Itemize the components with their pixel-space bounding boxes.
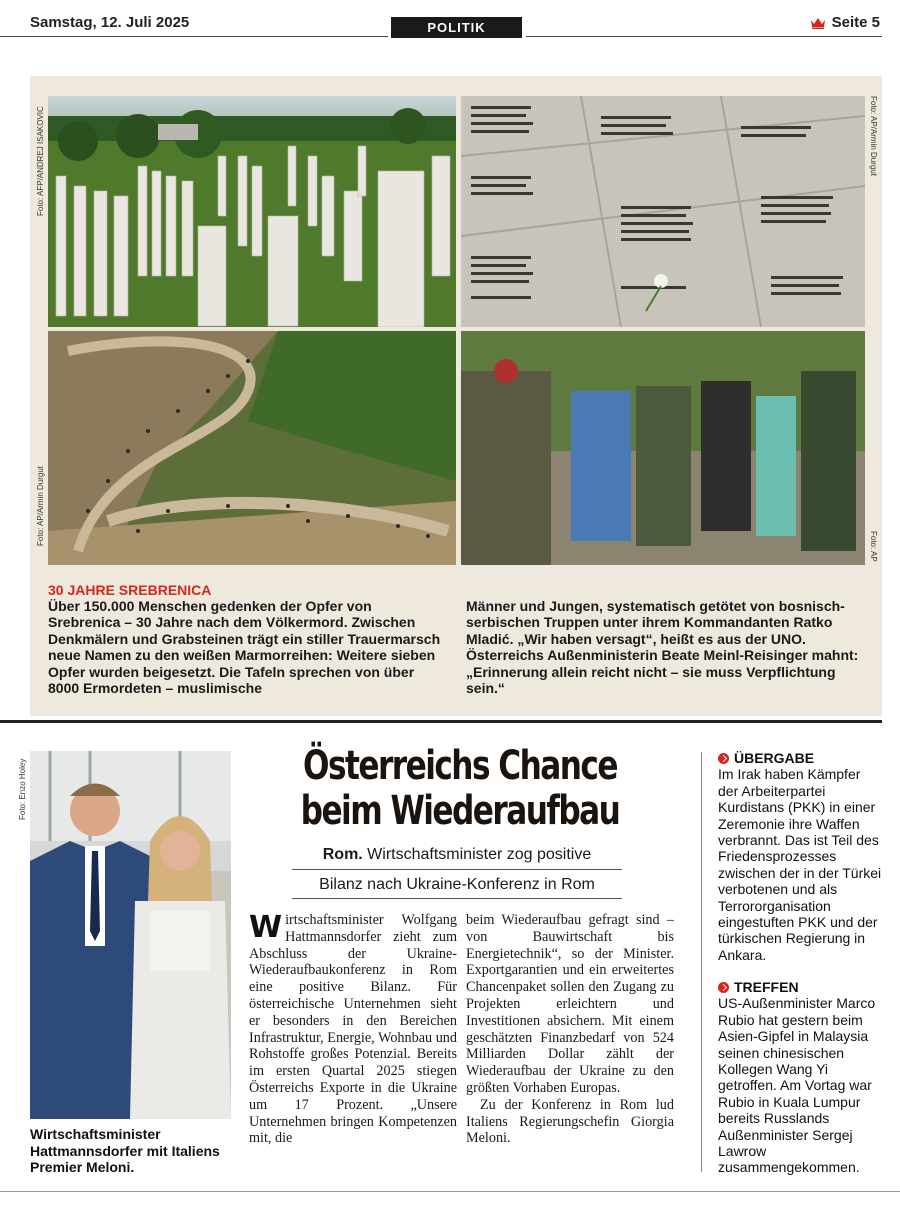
section-label: POLITIK <box>391 17 522 38</box>
photo-credit-4: Foto: AP <box>869 531 878 562</box>
article-headline <box>296 744 624 834</box>
arrow-right-icon <box>718 753 729 764</box>
page-number <box>810 14 880 31</box>
article-body-col-1 <box>249 912 457 1147</box>
headline-line-1: Österreichs Chance <box>303 743 617 789</box>
dropcap: W <box>249 910 283 945</box>
sidebar-rule <box>701 752 702 1172</box>
section-divider <box>0 720 882 723</box>
headline-line-2: beim Wiederaufbau <box>300 788 620 834</box>
photo-credit-2: Foto: AP/Armin Durgut <box>869 96 878 177</box>
subheadline-line-2: Bilanz nach Ukraine-Konferenz in Rom <box>319 876 595 893</box>
subheadline-line-1 <box>292 846 622 864</box>
minister-meloni-photo <box>30 751 231 1119</box>
cemetery-photo <box>48 96 456 327</box>
header-date: Samstag, 12. Juli 2025 <box>30 14 190 31</box>
body-text-3: Zu der Konferenz in Rom lud Italiens Regierungschefin Giorgia Meloni. <box>466 1096 674 1147</box>
caption-col-1: Über 150.000 Menschen gedenken der Opfer von Srebrenica – 30 Jahre nach dem Völkermord. Zwischen Denkmälern und Grabsteinen trägt ein stiller Trauermarsch neue Namen zu den weißen Marmorreihen: Weitere sieben Opfer wurden beigesetzt. Die Tafeln sprechen von über 8000 Ermordeten – muslimische <box>48 598 441 697</box>
body-text-1: irtschaftsminister Wolfgang Hattmannsdorfer zieht zum Abschluss der Ukraine-Wiederaufbaukonferenz in Rom eine positive Bilanz. Für österreichische Unternehmen sieht er besonders in den Bereichen Infrastruktur, Energie, Wohnbau und Rohstoffe großes Potenzial. Bereits im ersten Quartal 2025 stiegen Österreichs Exporte in die Ukraine um 17 Prozent. „Unsere Unternehmen bringen Kompetenzen mit, die <box>249 912 457 1147</box>
header-rule-left <box>0 36 388 37</box>
peace-march-photo <box>48 331 456 565</box>
subheadline-rule-2 <box>292 898 622 899</box>
caption-col-2: Männer und Jungen, systematisch getötet von bosnisch-serbischen Truppen unter ihrem Kommandanten Ratko Mladić. „Wir haben versagt“, heißt es aus der UNO. Österreichs Außenministerin Beate Meinl-Reisinger mahnt: „Erinnerung allein reicht nicht – sie muss Verpflichtung sein.“ <box>466 598 859 697</box>
arrow-right-icon <box>718 982 729 993</box>
sidebar-item-title: TREFFEN <box>734 979 799 995</box>
sidebar-item-header <box>718 979 884 995</box>
article-photo-credit: Foto: Enzo Holey <box>18 758 27 820</box>
article-photo-caption: Wirtschaftsminister Hattmannsdorfer mit Italiens Premier Meloni. <box>30 1126 220 1175</box>
crown-icon <box>810 17 826 29</box>
sidebar-item-treffen <box>718 979 884 1176</box>
page-number-label: Seite 5 <box>831 14 880 31</box>
header-rule-right <box>526 36 882 37</box>
body-text-2: beim Wiederaufbau gefragt sind – von Bauwirtschaft bis Energietechnik“, so der Minister. Exportgarantien und ein erweitertes Chancenpaket sollen den Zugang zu Projekten erleichtern und Investitionen absichern. Mit einem geschätzten Finanzbedarf von 524 Milliarden Dollar zählt der Wiederaufbau der Ukraine zu den größten Vorhaben Europas. <box>466 912 674 1096</box>
sidebar-item-text: US-Außenminister Marco Rubio hat gestern beim Asien-Gipfel in Malaysia seinen chinesischen Kollegen Wang Yi getroffen. Am Vortag war Rubio in Kuala Lumpur bereits Russlands Außenminister Sergej Lawrow zusammengekommen. <box>718 995 876 1176</box>
photo-credit-3: Foto: AP/Armin Durgut <box>36 465 45 546</box>
memorial-names-photo <box>461 96 865 327</box>
sidebar-item-text: Im Irak haben Kämpfer der Arbeiterpartei Kurdistans (PKK) in einer Zeremonie ihre Waffen verbrannt. Das ist Teil des Friedensprozesses zwischen der in der Türkei verbotenen und als Terrororganisation eingestuften PKK und der türkischen Regierung in Ankara. <box>718 766 882 963</box>
sidebar-item-title: ÜBERGABE <box>734 750 815 766</box>
caption-kicker: 30 JAHRE SREBRENICA <box>48 582 212 598</box>
sidebar-item-header <box>718 750 884 766</box>
photo-credit-1: Foto: AFP/ANDREJ ISAKOVIC <box>36 106 45 216</box>
sidebar-item-uebergabe <box>718 750 884 963</box>
subheadline-text-1: Wirtschaftsminister zog positive <box>362 846 592 863</box>
archive-soldiers-photo <box>461 331 865 565</box>
subheadline-location: Rom. <box>322 846 363 863</box>
footer-rule <box>0 1191 900 1192</box>
subheadline-rule-1 <box>292 869 622 870</box>
article-body-col-2 <box>466 912 674 1147</box>
